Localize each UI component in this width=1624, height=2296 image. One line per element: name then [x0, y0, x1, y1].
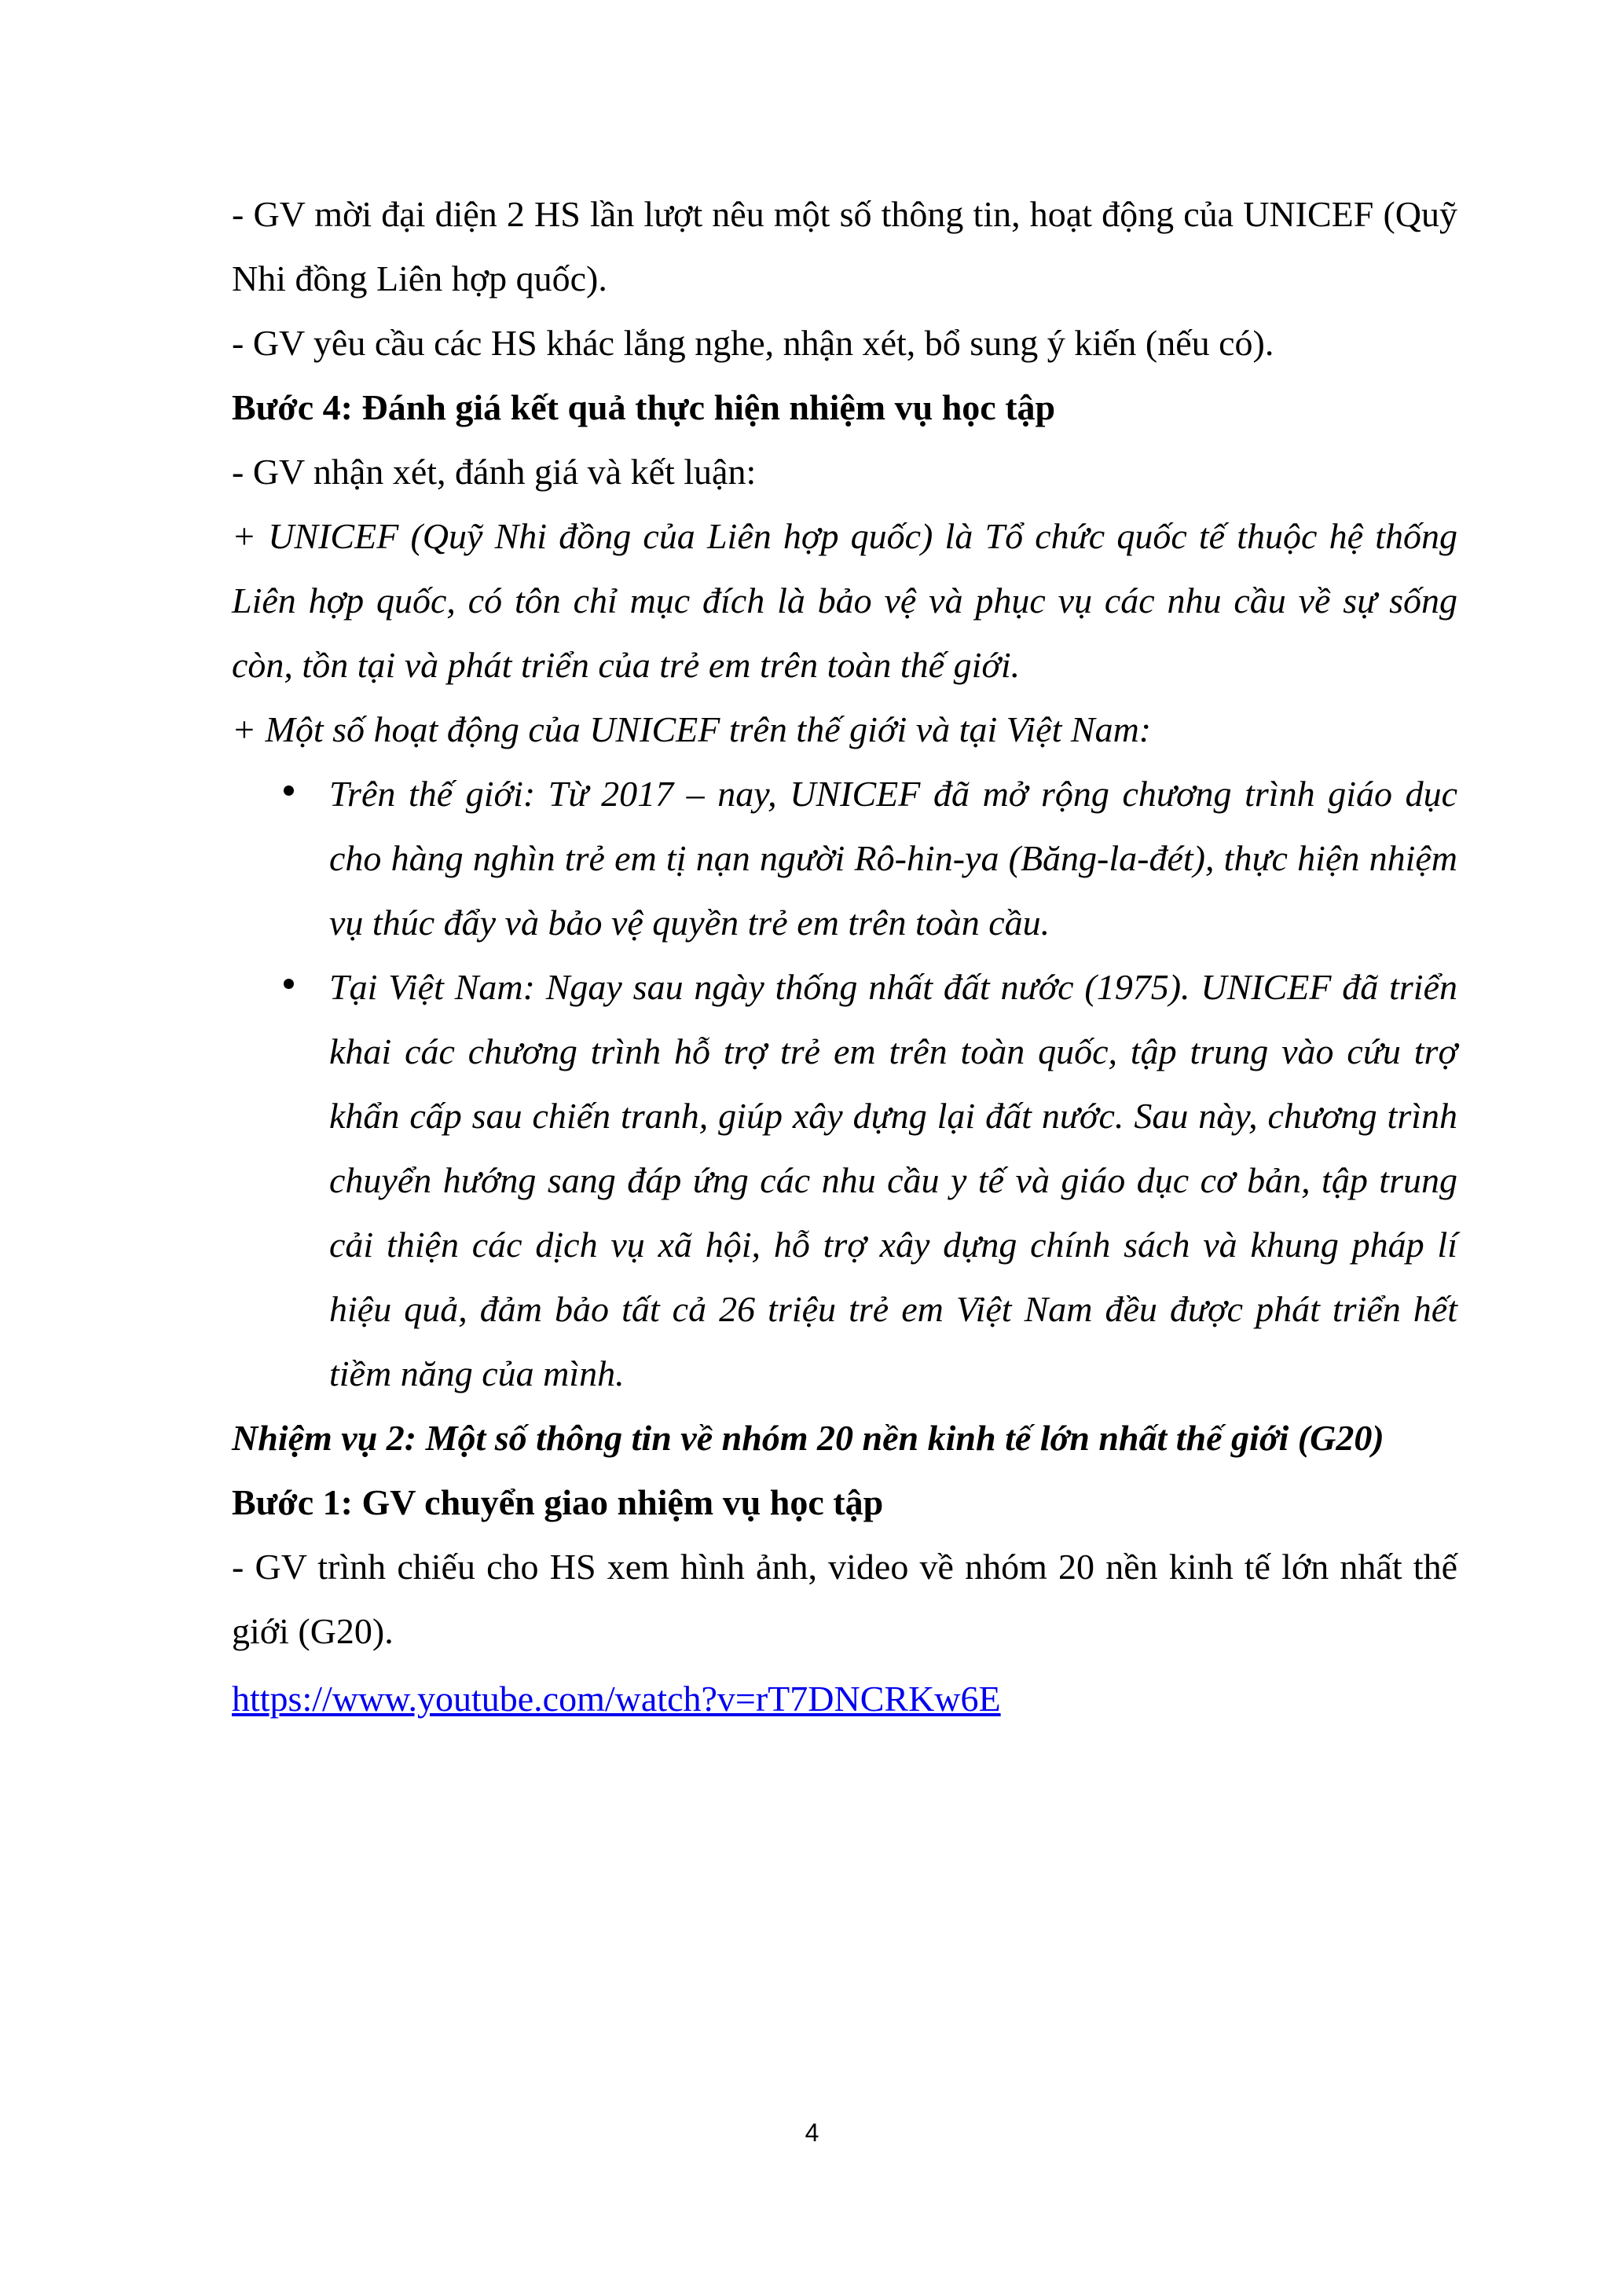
heading-step-4: Bước 4: Đánh giá kết quả thực hiện nhiệm vụ học tập — [232, 387, 1056, 427]
list-item-vietnam — [232, 955, 1457, 1406]
paragraph-unicef-activities: + Một số hoạt động của UNICEF trên thế giới và tại Việt Nam: — [232, 709, 1152, 749]
paragraph-unicef-definition: + UNICEF (Quỹ Nhi đồng của Liên hợp quốc) là Tổ chức quốc tế thuộc hệ thống Liên hợp quốc, có tôn chỉ mục đích là bảo vệ và phục vụ các nhu cầu về sự sống còn, tồn tại và phát triển của trẻ em trên toàn thế giới. — [232, 516, 1457, 685]
bullet-icon — [284, 785, 294, 796]
paragraph-gv-conclusion: - GV nhận xét, đánh giá và kết luận: — [232, 452, 757, 492]
page-number: 4 — [805, 2118, 819, 2147]
paragraph-gv-invite: - GV mời đại diện 2 HS lần lượt nêu một số thông tin, hoạt động của UNICEF (Quỹ Nhi đồng Liên hợp quốc). — [232, 194, 1457, 298]
paragraph-gv-request: - GV yêu cầu các HS khác lắng nghe, nhận xét, bổ sung ý kiến (nếu có). — [232, 323, 1274, 363]
page-content — [232, 182, 1457, 1731]
bullet-icon — [284, 979, 294, 989]
list-item-text: Tại Việt Nam: Ngay sau ngày thống nhất đất nước (1975). UNICEF đã triển khai các chương trình hỗ trợ trẻ em trên toàn quốc, tập trung vào cứu trợ khẩn cấp sau chiến tranh, giúp xây dựng lại đất nước. Sau này, chương trình chuyển hướng sang đáp ứng các nhu cầu y tế và giáo dục cơ bản, tập trung cải thiện các dịch vụ xã hội, hỗ trợ xây dựng chính sách và khung pháp lí hiệu quả, đảm bảo tất cả 26 triệu trẻ em Việt Nam đều được phát triển hết tiềm năng của mình. — [329, 967, 1457, 1393]
youtube-link[interactable]: https://www.youtube.com/watch?v=rT7DNCRKw6E — [232, 1679, 1001, 1719]
activities-list — [232, 762, 1457, 1406]
link-paragraph — [232, 1667, 1457, 1731]
list-item-text: Trên thế giới: Từ 2017 – nay, UNICEF đã mở rộng chương trình giáo dục cho hàng nghìn trẻ em tị nạn người Rô-hin-ya (Băng-la-đét), thực hiện nhiệm vụ thúc đẩy và bảo vệ quyền trẻ em trên toàn cầu. — [329, 774, 1457, 943]
paragraph-gv-present: - GV trình chiếu cho HS xem hình ảnh, video về nhóm 20 nền kinh tế lớn nhất thế giới (G20). — [232, 1547, 1457, 1651]
list-item-world — [232, 762, 1457, 955]
heading-step-1: Bước 1: GV chuyển giao nhiệm vụ học tập — [232, 1482, 884, 1522]
heading-task-2: Nhiệm vụ 2: Một số thông tin về nhóm 20 nền kinh tế lớn nhất thế giới (G20) — [232, 1418, 1384, 1458]
